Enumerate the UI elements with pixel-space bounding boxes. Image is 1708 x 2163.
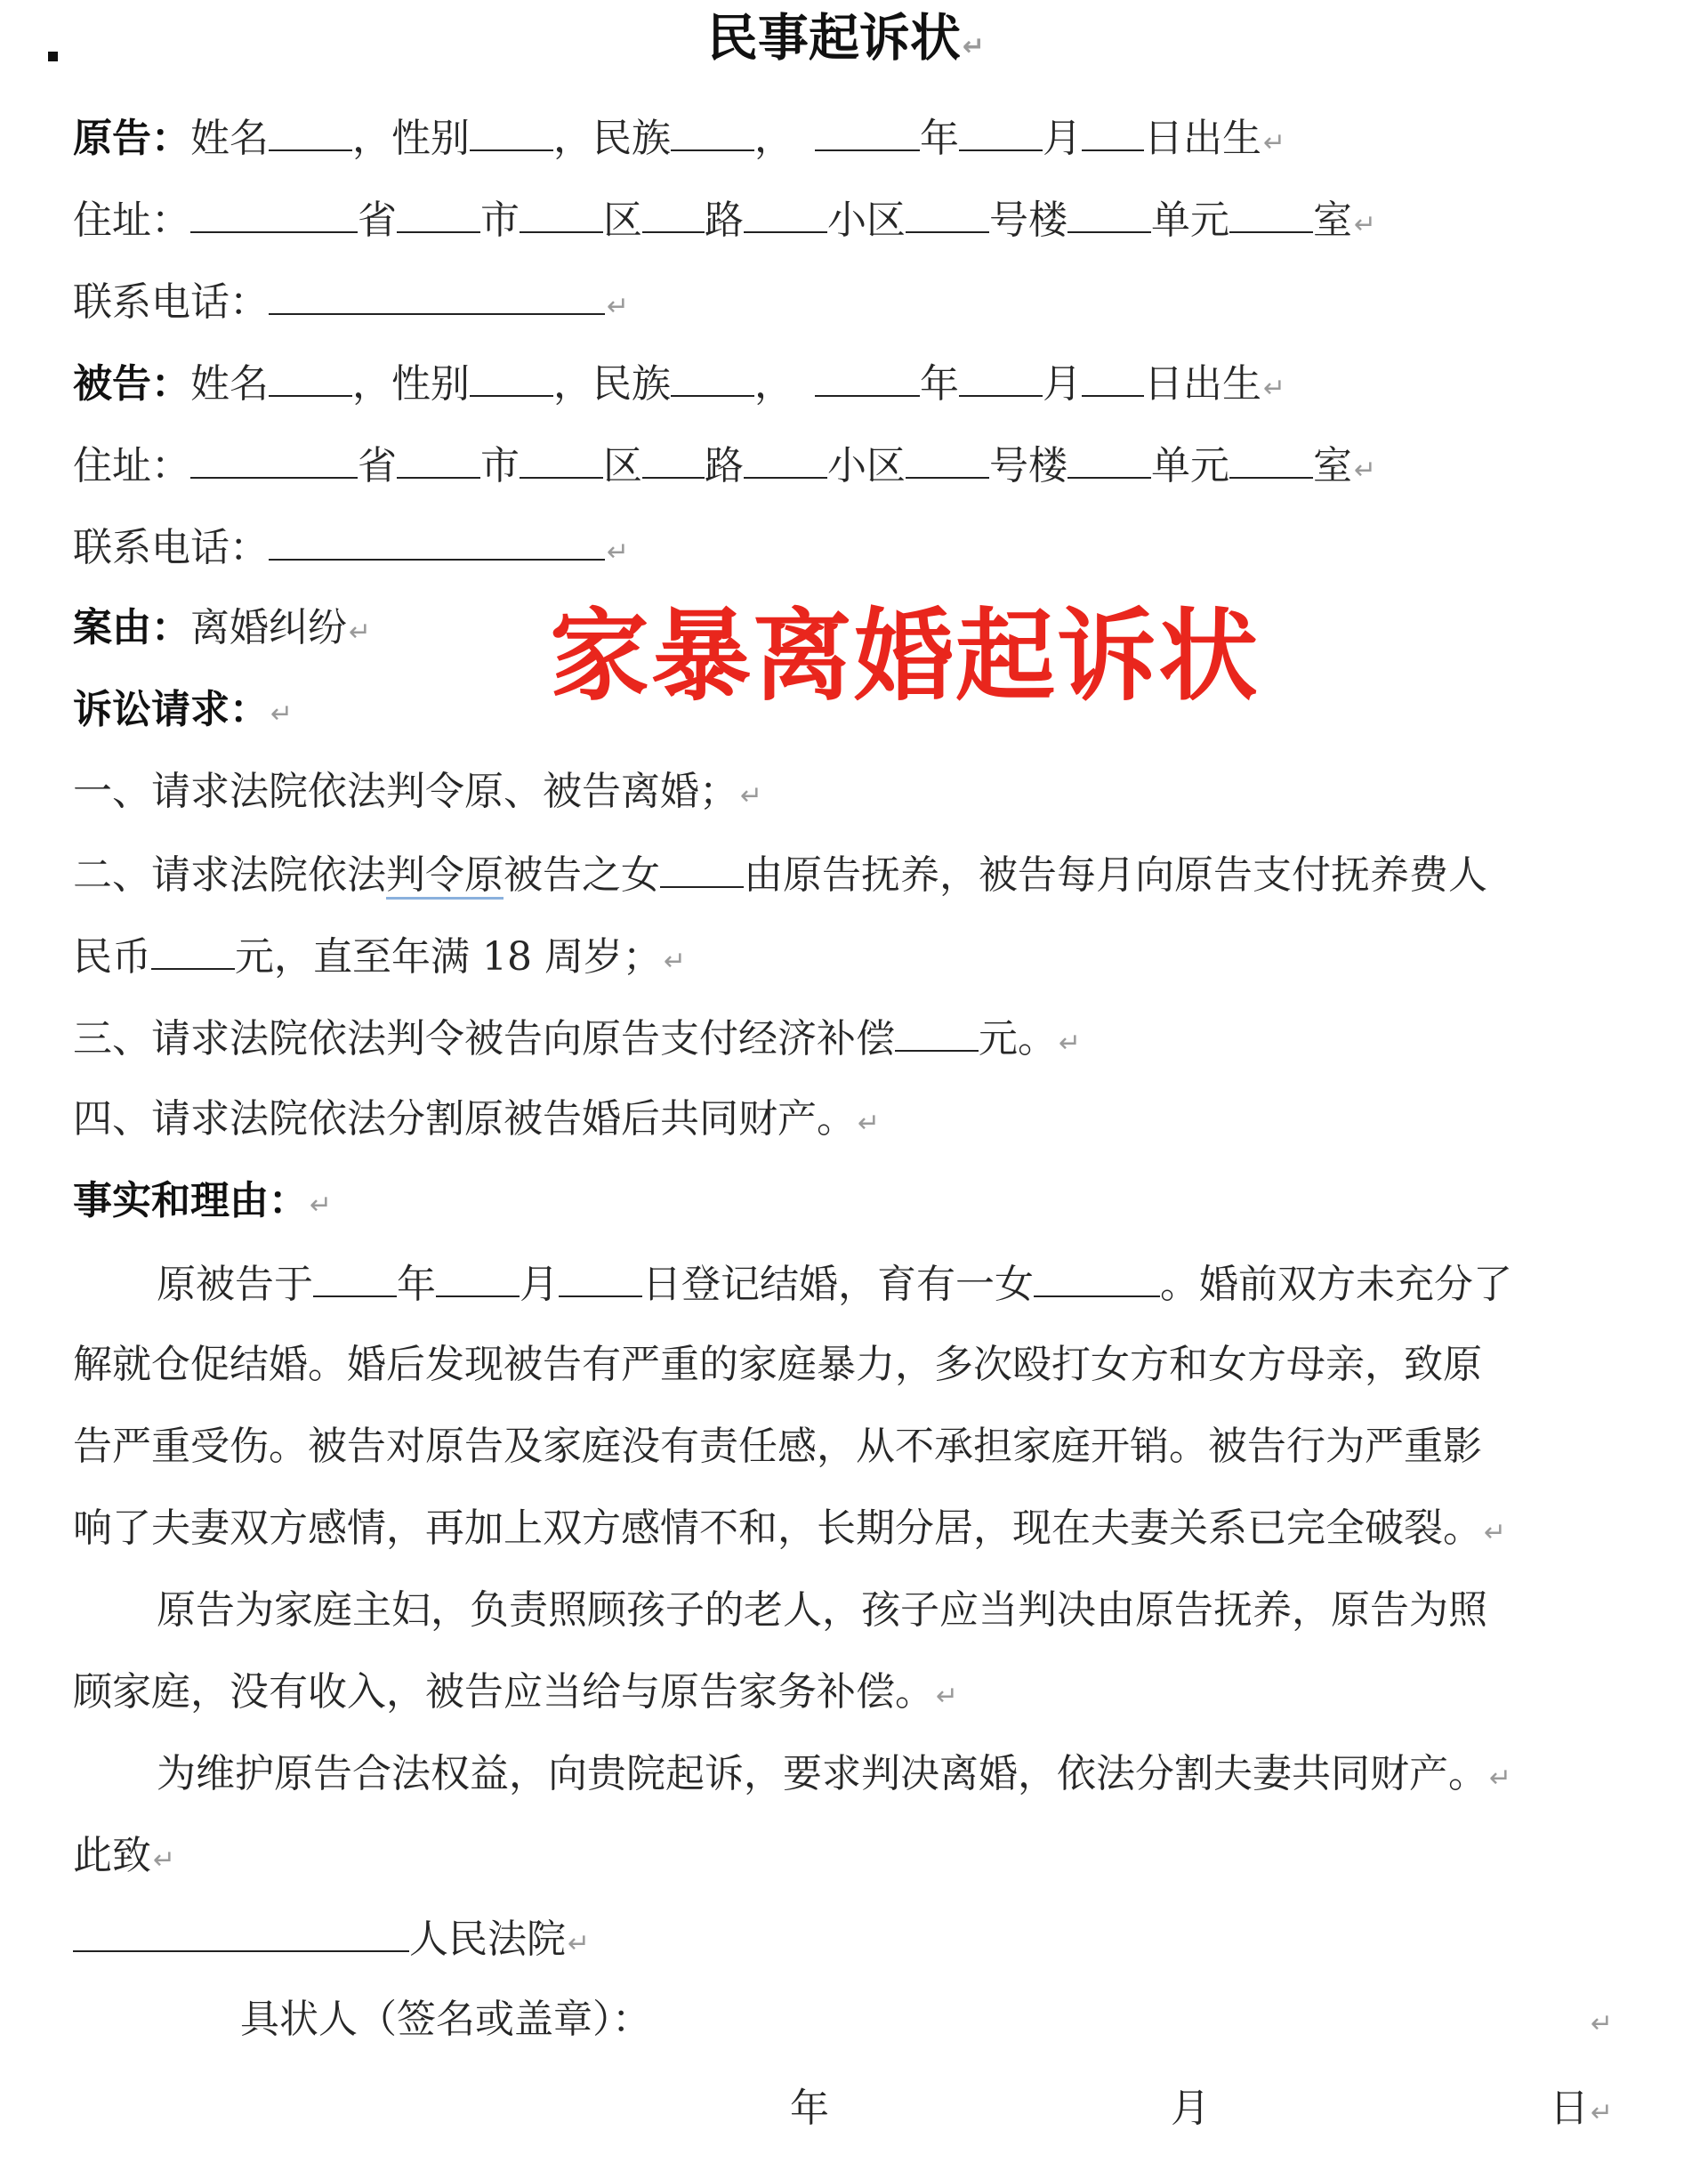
plaintiff-district-blank[interactable]	[520, 192, 603, 233]
facts-para-1-line-3: 告严重受伤。被告对原告及家庭没有责任感，从不承担家庭开销。被告行为严重影	[73, 1424, 1482, 1469]
facts-para-1-line-4: 响了夫妻双方感情，再加上双方感情不和，长期分居，现在夫妻关系已完全破裂。↵	[73, 1505, 1507, 1551]
paragraph-mark-icon: ↵	[349, 617, 372, 648]
paragraph-mark-icon: ↵	[607, 291, 630, 322]
paragraph-mark-icon: ↵	[740, 780, 763, 811]
compensation-amount-blank[interactable]	[895, 1011, 979, 1052]
defendant-birth-year-blank[interactable]	[815, 356, 920, 397]
plaintiff-community-blank[interactable]	[744, 192, 827, 233]
paragraph-mark-icon: ↵	[1354, 455, 1377, 486]
defendant-building-blank[interactable]	[906, 438, 989, 479]
defendant-phone-blank[interactable]	[269, 520, 605, 561]
paragraph-mark-icon: ↵	[270, 698, 294, 730]
facts-para-1-line-1: 原被告于 年 月 日登记结婚，育有一女 。婚前双方未充分了	[73, 1256, 1512, 1310]
grammar-underline: 判令原	[386, 852, 504, 898]
plaintiff-gender-blank[interactable]	[470, 110, 553, 151]
plaintiff-ethnicity-blank[interactable]	[671, 110, 754, 151]
closing-salutation: 此致↵	[73, 1833, 176, 1878]
paragraph-mark-icon: ↵	[1484, 1517, 1507, 1548]
defendant-info-line: 被告：姓名 ，性别 ，民族 ， 年 月 日出生↵	[73, 356, 1285, 409]
plaintiff-province-blank[interactable]	[190, 192, 358, 233]
plaintiff-phone-line: 联系电话： ↵	[73, 274, 629, 327]
paragraph-mark-icon: ↵	[1591, 2008, 1614, 2039]
date-year: 年	[790, 2086, 829, 2131]
date-day: 日↵	[1550, 2086, 1614, 2131]
paragraph-mark-icon: ↵	[1591, 2097, 1614, 2128]
defendant-phone-line: 联系电话： ↵	[73, 520, 629, 573]
paragraph-mark-icon: ↵	[153, 1844, 176, 1876]
claim-item-2-cont: 民币 元，直至年满 18 周岁；↵	[73, 929, 686, 982]
defendant-room-blank[interactable]	[1229, 438, 1313, 479]
plaintiff-road-blank[interactable]	[642, 192, 705, 233]
paragraph-mark-icon: ↵	[1263, 373, 1286, 404]
defendant-community-blank[interactable]	[744, 438, 827, 479]
paragraph-mark-icon: ↵	[607, 537, 630, 568]
paragraph-mark-icon: ↵	[962, 31, 986, 62]
facts-para-2-line-2: 顾家庭，没有收入，被告应当给与原告家务补偿。↵	[73, 1669, 959, 1715]
defendant-name-blank[interactable]	[269, 356, 352, 397]
marriage-month-blank[interactable]	[436, 1256, 520, 1297]
plaintiff-address-line: 住址： 省 市 区 路 小区 号楼 单元 室↵	[73, 192, 1376, 246]
paragraph-mark-icon: ↵	[310, 1190, 333, 1221]
marriage-day-blank[interactable]	[559, 1256, 642, 1297]
support-amount-blank[interactable]	[151, 929, 235, 970]
court-name-blank[interactable]	[73, 1911, 409, 1952]
paragraph-mark-icon: ↵	[936, 1681, 959, 1712]
plaintiff-unit-blank[interactable]	[1068, 192, 1151, 233]
plaintiff-birth-day-blank[interactable]	[1082, 110, 1144, 151]
claim-item-4: 四、请求法院依法分割原被告婚后共同财产。↵	[73, 1096, 881, 1142]
document-title: 民事起诉状↵	[706, 8, 986, 68]
facts-para-2-line-1: 原告为家庭主妇，负责照顾孩子的老人，孩子应当判决由原告抚养，原告为照	[157, 1587, 1487, 1633]
defendant-city-blank[interactable]	[397, 438, 480, 479]
claim-item-3: 三、请求法院依法判令被告向原告支付经济补偿 元。↵	[73, 1011, 1081, 1064]
paragraph-mark-icon: ↵	[1263, 127, 1286, 158]
paragraph-mark-icon: ↵	[1354, 209, 1377, 240]
defendant-road-blank[interactable]	[642, 438, 705, 479]
marriage-year-blank[interactable]	[313, 1256, 397, 1297]
plaintiff-birth-year-blank[interactable]	[815, 110, 920, 151]
signer-line: 具状人（签名或盖章）：	[240, 1997, 651, 2042]
child-name-blank[interactable]	[660, 847, 744, 888]
defendant-province-blank[interactable]	[190, 438, 358, 479]
plaintiff-city-blank[interactable]	[397, 192, 480, 233]
facts-heading: 事实和理由：↵	[73, 1178, 333, 1223]
paragraph-mark-icon: ↵	[858, 1108, 881, 1139]
facts-para-3: 为维护原告合法权益，向贵院起诉，要求判决离婚，依法分割夫妻共同财产。↵	[157, 1751, 1512, 1796]
defendant-address-line: 住址： 省 市 区 路 小区 号楼 单元 室↵	[73, 438, 1376, 491]
daughter-name-blank[interactable]	[1034, 1256, 1160, 1297]
cause-line: 案由：离婚纠纷↵	[73, 605, 372, 650]
paragraph-mark-icon: ↵	[1059, 1028, 1082, 1059]
plaintiff-room-blank[interactable]	[1229, 192, 1313, 233]
defendant-ethnicity-blank[interactable]	[671, 356, 754, 397]
defendant-unit-blank[interactable]	[1068, 438, 1151, 479]
date-month: 月	[1171, 2086, 1210, 2131]
plaintiff-building-blank[interactable]	[906, 192, 989, 233]
plaintiff-name-blank[interactable]	[269, 110, 352, 151]
defendant-gender-blank[interactable]	[470, 356, 553, 397]
paragraph-mark-icon: ↵	[1489, 1763, 1512, 1794]
facts-para-1-line-2: 解就仓促结婚。婚后发现被告有严重的家庭暴力，多次殴打女方和女方母亲，致原	[73, 1342, 1482, 1387]
court-line: 人民法院↵	[73, 1911, 590, 1965]
defendant-district-blank[interactable]	[520, 438, 603, 479]
claim-item-2: 二、请求法院依法判令原被告之女 由原告抚养，被告每月向原告支付抚养费人	[73, 847, 1487, 900]
defendant-birth-month-blank[interactable]	[959, 356, 1043, 397]
claim-item-1: 一、请求法院依法判令原、被告离婚；↵	[73, 769, 763, 814]
paragraph-mark-icon: ↵	[568, 1928, 591, 1959]
plaintiff-info-line: 原告：姓名 ，性别 ，民族 ， 年 月 日出生↵	[73, 110, 1285, 164]
watermark-title: 家暴离婚起诉状	[550, 599, 1260, 714]
plaintiff-phone-blank[interactable]	[269, 274, 605, 315]
defendant-birth-day-blank[interactable]	[1082, 356, 1144, 397]
claims-heading: 诉讼请求：↵	[73, 687, 294, 732]
signer-line-end	[1589, 1993, 1613, 2046]
paragraph-mark-icon: ↵	[663, 946, 687, 977]
plaintiff-birth-month-blank[interactable]	[959, 110, 1043, 151]
